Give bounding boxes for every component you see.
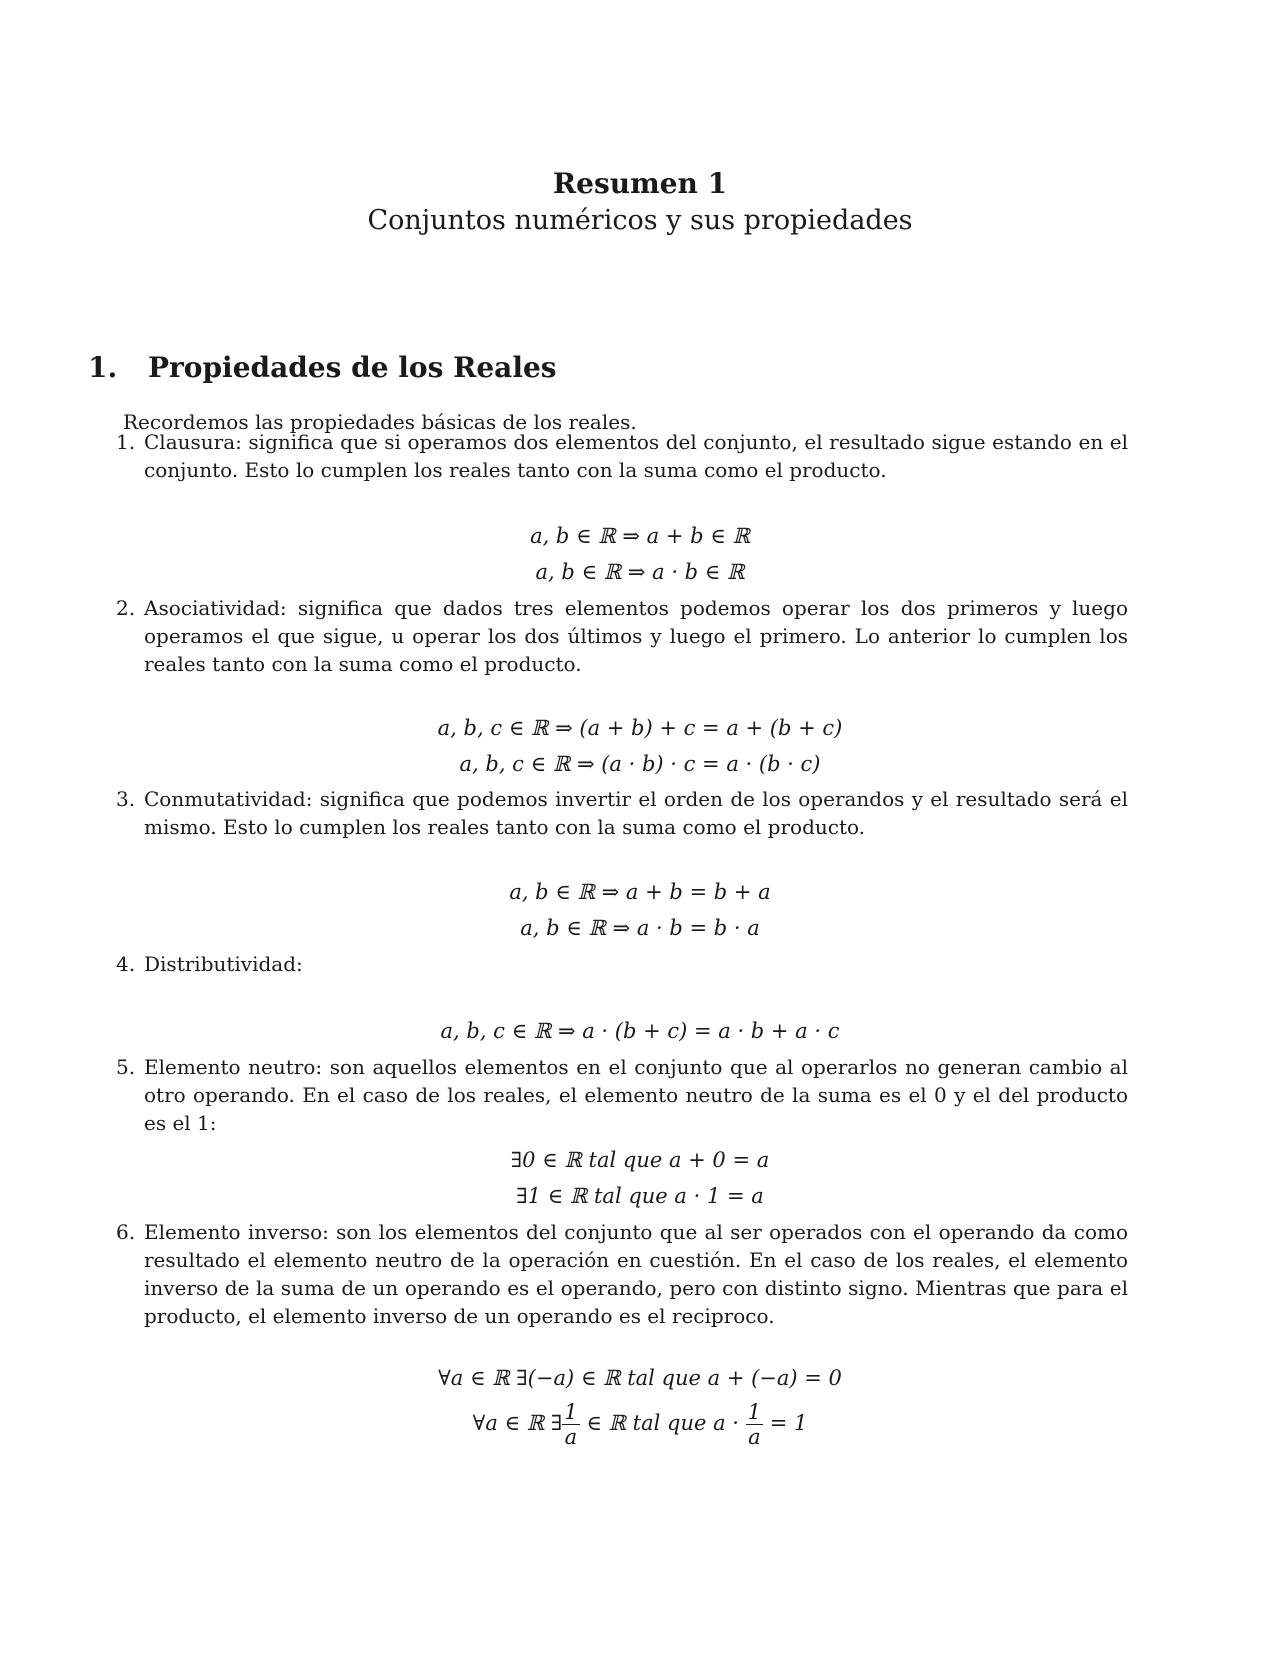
equation: a, b ∈ ℝ ⇒ a + b ∈ ℝ — [530, 524, 750, 548]
equation-block — [0, 874, 1280, 946]
item-text: Conmutatividad: significa que podemos invertir el orden de los operandos y el resultado será el mismo. Esto lo cumplen los reales tanto con la suma como el producto. — [144, 787, 1128, 839]
item-text: Elemento inverso: son los elementos del conjunto que al ser operados con el operando da como resultado el elemento neutro de la operación en cuestión. En el caso de los reales, el elemento inverso de la suma de un operando es el operando, pero con distinto signo. Mientras que para el producto, el elemento inverso de un operando es el reciproco. — [144, 1220, 1128, 1328]
equation: ∃1 ∈ ℝ tal que a · 1 = a — [516, 1184, 764, 1208]
equation-part: = 1 — [769, 1411, 808, 1435]
equation-block — [0, 1142, 1280, 1214]
fraction — [746, 1400, 763, 1449]
item-number: 3. — [116, 787, 136, 811]
equation-block — [0, 710, 1280, 782]
section-number: 1. — [88, 351, 118, 384]
item-number: 5. — [116, 1055, 136, 1079]
equation: a, b ∈ ℝ ⇒ a · b = b · a — [520, 916, 760, 940]
equation-block — [0, 1013, 1280, 1049]
section-intro: Recordemos las propiedades básicas de los reales. — [123, 410, 637, 434]
equation: a, b ∈ ℝ ⇒ a + b = b + a — [509, 880, 771, 904]
equation-block — [0, 1360, 1280, 1396]
equation-part: ∀a ∈ ℝ ∃ — [472, 1411, 563, 1435]
document-title: Resumen 1 — [552, 167, 728, 200]
list-item — [116, 428, 1128, 484]
fraction-equation — [0, 1400, 1280, 1449]
item-text: Asociatividad: significa que dados tres elementos podemos operar los dos primeros y luego operamos el que sigue, u operar los dos últimos y luego el primero. Lo anterior lo cumplen los reales tanto con la suma como el producto. — [144, 596, 1128, 676]
item-number: 1. — [116, 430, 136, 454]
document-subtitle: Conjuntos numéricos y sus propiedades — [367, 205, 913, 236]
list-item — [116, 594, 1128, 678]
fraction-denominator: a — [564, 1425, 578, 1449]
equation: ∃0 ∈ ℝ tal que a + 0 = a — [510, 1148, 770, 1172]
item-number: 4. — [116, 952, 136, 976]
item-text: Elemento neutro: son aquellos elementos en el conjunto que al operarlos no generan cambio al otro operando. En el caso de los reales, el elemento neutro de la suma es el 0 y el del producto es el 1: — [144, 1055, 1128, 1135]
equation: a, b, c ∈ ℝ ⇒ (a · b) · c = a · (b · c) — [459, 752, 821, 776]
equation: a, b, c ∈ ℝ ⇒ a · (b + c) = a · b + a · c — [440, 1019, 840, 1043]
equation-block — [0, 518, 1280, 590]
list-item — [116, 785, 1128, 841]
fraction-denominator: a — [748, 1425, 761, 1449]
equation: ∀a ∈ ℝ ∃(−a) ∈ ℝ tal que a + (−a) = 0 — [438, 1366, 842, 1390]
section-title: Propiedades de los Reales — [148, 351, 557, 384]
list-item — [116, 950, 1128, 978]
fraction-numerator: 1 — [564, 1400, 578, 1424]
equation: a, b, c ∈ ℝ ⇒ (a + b) + c = a + (b + c) — [437, 716, 843, 740]
equation-part: ∈ ℝ tal que a · — [586, 1411, 739, 1435]
section-heading — [88, 350, 557, 386]
fraction — [562, 1400, 579, 1449]
item-text: Distributividad: — [144, 952, 303, 976]
list-item — [116, 1218, 1128, 1330]
list-item — [116, 1053, 1128, 1137]
equation: a, b ∈ ℝ ⇒ a · b ∈ ℝ — [535, 560, 745, 584]
fraction-numerator: 1 — [747, 1400, 762, 1424]
item-text: Clausura: significa que si operamos dos elementos del conjunto, el resultado sigue estando en el conjunto. Esto lo cumplen los reales tanto con la suma como el producto. — [144, 430, 1128, 482]
item-number: 2. — [116, 596, 136, 620]
item-number: 6. — [116, 1220, 136, 1244]
